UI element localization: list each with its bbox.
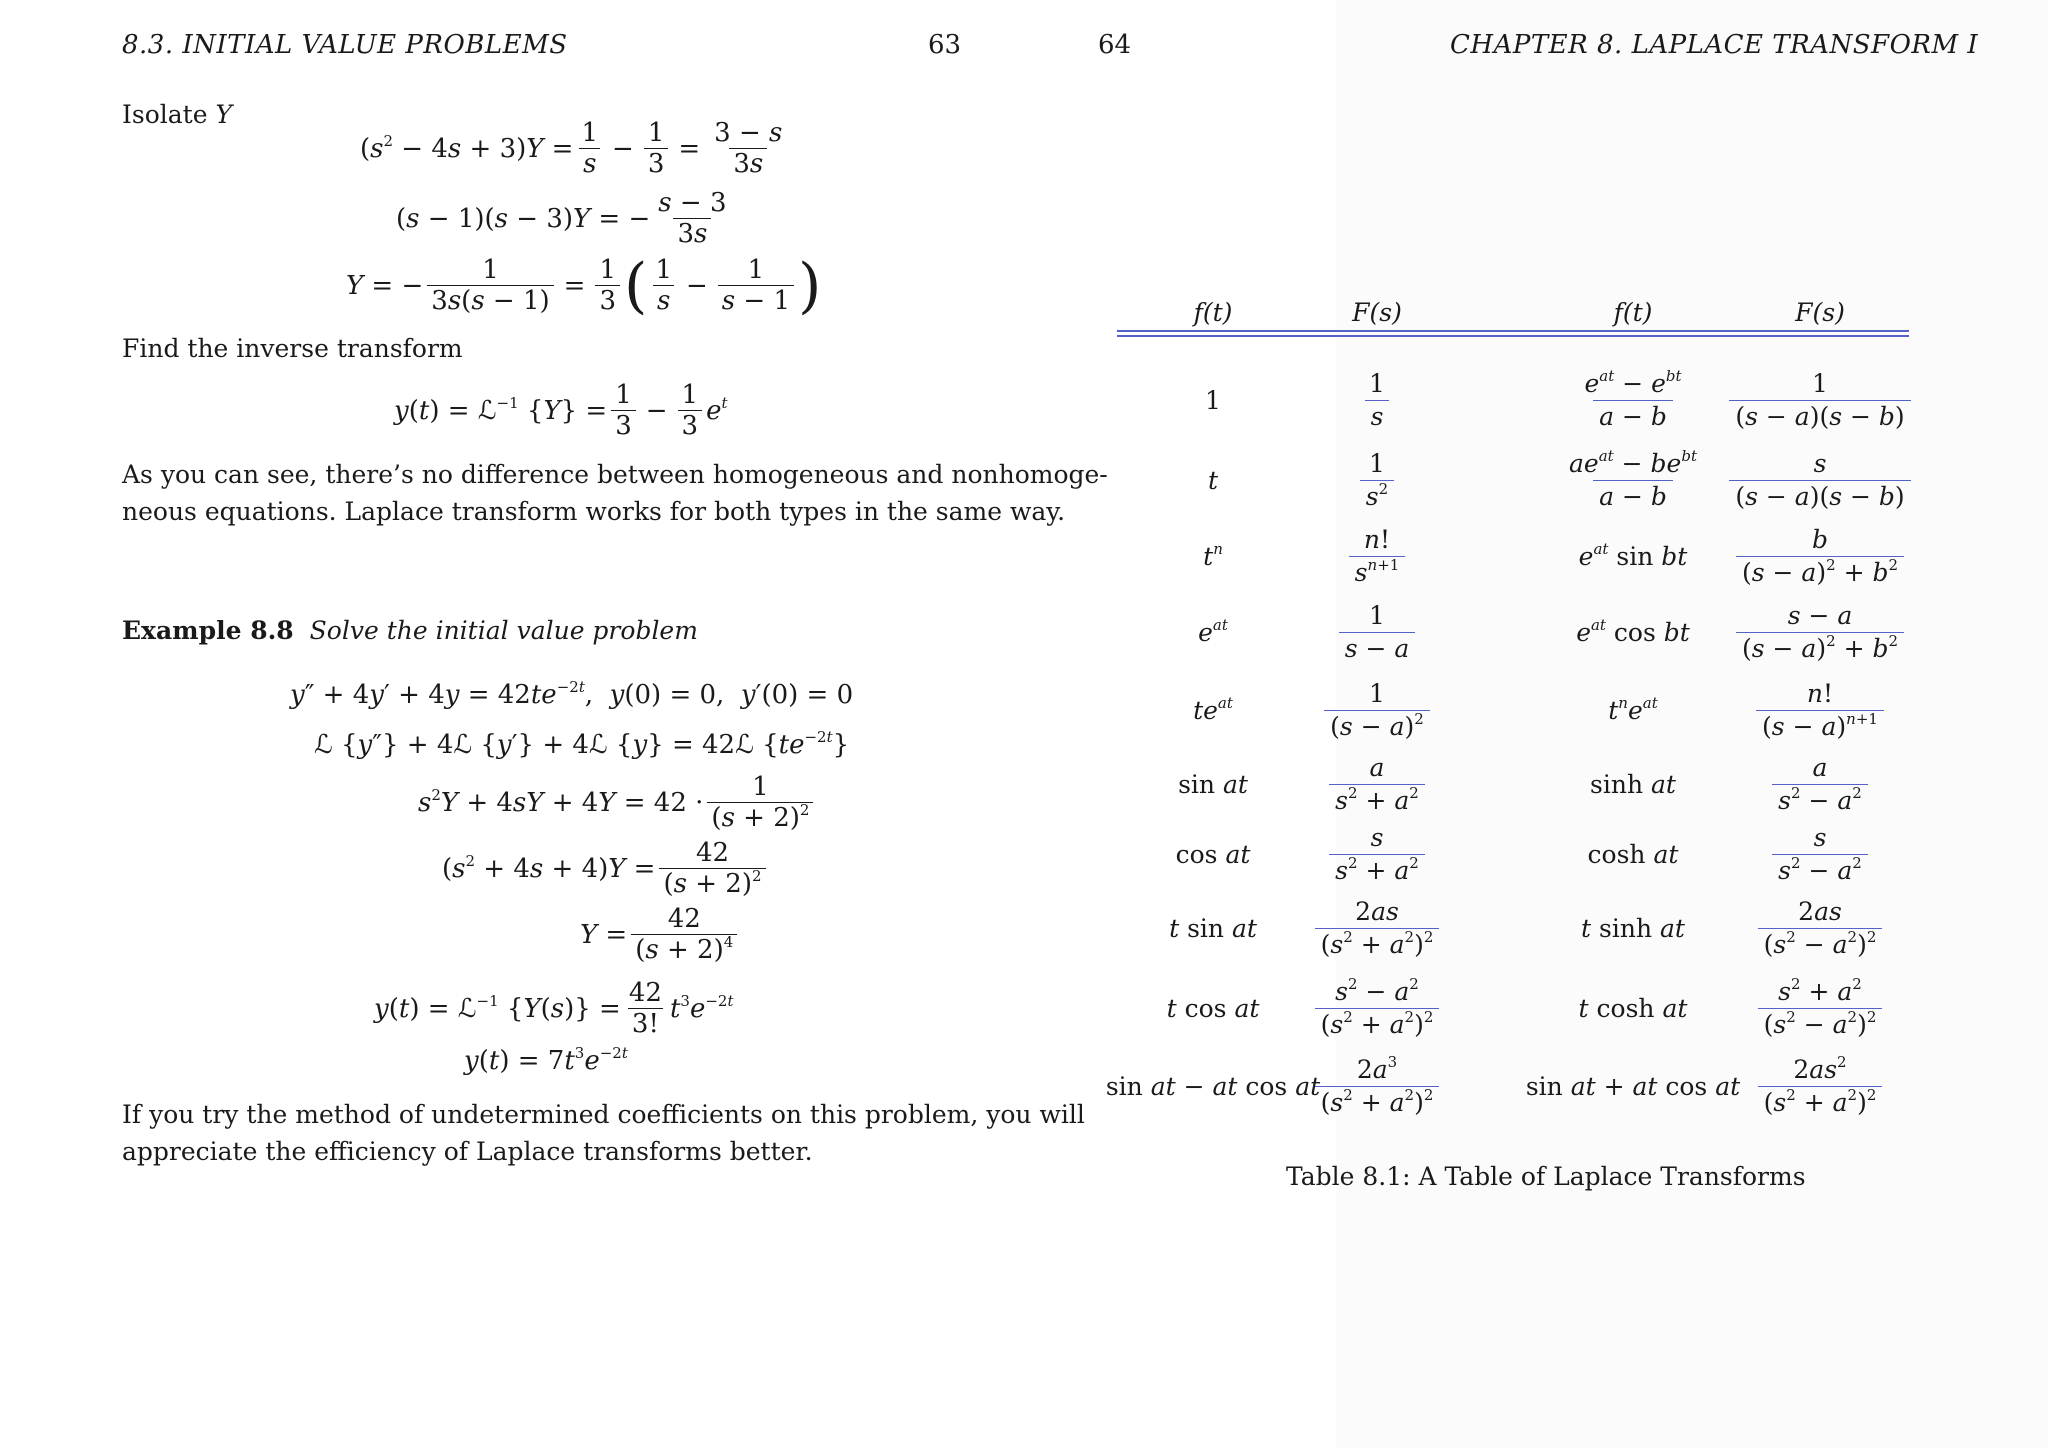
table-cell: $te^{at}$ bbox=[1193, 694, 1233, 725]
table-cell: t cos at bbox=[1166, 994, 1260, 1023]
equation-factor: $(s^2 + 4s + 4)Y$ = $\frac{42}{(s + 2)^2}$ bbox=[442, 838, 770, 899]
isolate-label: Isolate bbox=[122, 100, 208, 129]
table-cell: $\frac{2a^3}{(s^2 + a^2)^2}$ bbox=[1277, 1054, 1477, 1119]
table-header-F1: F(s) bbox=[1352, 298, 1402, 327]
table-cell: $\frac{1}{s}$ bbox=[1277, 368, 1477, 433]
table-cell: sin at bbox=[1178, 770, 1248, 799]
table-cell: $\frac{n!}{s^{n+1}}$ bbox=[1277, 524, 1477, 589]
table-cell: $ae^{at} - be^{bt}$ a − b bbox=[1569, 447, 1697, 511]
equation-s-domain: $s^2Y + 4sY + 4Y = 42$ · $\frac{1}{(s + 2)^2}$ bbox=[418, 772, 817, 833]
isolate-variable: Y bbox=[215, 100, 232, 129]
table-cell: $\frac{1}{s - a}$ bbox=[1277, 600, 1477, 665]
equation-isolate-3: Y = − $\frac{1}{3s(s - 1)}$ = $\frac{1}{3}$ ( $\frac{1}{s}$ − $\frac{1}{s - 1}$ ) bbox=[346, 250, 822, 321]
example-text: Solve the initial value problem bbox=[309, 616, 698, 645]
table-cell: $\frac{s}{s^2 - a^2}$ bbox=[1720, 822, 1920, 887]
table-cell: $\frac{n!}{(s - a)^{n+1}}$ bbox=[1720, 678, 1920, 743]
table-cell: $e^{at}$ sin bt bbox=[1578, 540, 1688, 571]
table-cell: $\frac{s}{(s - a)(s - b)}$ bbox=[1720, 448, 1920, 513]
paragraph-1-line-1: As you can see, there’s no difference between homogeneous and nonhomoge- bbox=[122, 460, 1108, 489]
left-running-header: 8.3. INITIAL VALUE PROBLEMS bbox=[122, 30, 568, 60]
table-cell: t sin at bbox=[1169, 914, 1257, 943]
equation-Y: Y = $\frac{42}{(s + 2)^4}$ bbox=[580, 904, 741, 965]
table-cell: sin at + at cos at bbox=[1525, 1072, 1741, 1101]
table-cell: t sinh at bbox=[1581, 914, 1685, 943]
equation-isolate-1: $(s^2 - 4s + 3)Y$ = $\frac{1}{s}$ − $\frac{1}{3}$ = $\frac{3 - s}{3s}$ bbox=[360, 118, 783, 179]
equation-ivp: $y'' + 4y' + 4y = 42te^{-2t}$, y(0) = 0, y′(0) = 0 bbox=[290, 678, 854, 710]
table-cell: $e^{at}$ bbox=[1198, 616, 1228, 647]
table-cell: $t^n$ bbox=[1203, 540, 1223, 571]
table-cell: $e^{at} - e^{bt}$ a − b bbox=[1584, 367, 1682, 431]
table-cell: $\frac{a}{s^2 - a^2}$ bbox=[1720, 752, 1920, 817]
table-cell: $\frac{2as}{(s^2 + a^2)^2}$ bbox=[1277, 896, 1477, 961]
table-cell: sinh at bbox=[1590, 770, 1676, 799]
table-cell: t bbox=[1207, 466, 1219, 495]
right-running-header: CHAPTER 8. LAPLACE TRANSFORM I bbox=[1450, 30, 1979, 60]
table-cell: $\frac{a}{s^2 + a^2}$ bbox=[1277, 752, 1477, 817]
table-header-f1: f(t) bbox=[1193, 298, 1233, 327]
table-header-F2: F(s) bbox=[1795, 298, 1845, 327]
table-cell: $\frac{1}{s^2}$ bbox=[1277, 448, 1477, 513]
paragraph-1-line-2: neous equations. Laplace transform works for both types in the same way. bbox=[122, 497, 1066, 526]
table-cell: cosh at bbox=[1587, 840, 1679, 869]
table-rule-bottom bbox=[1117, 335, 1909, 337]
example-label: Example 8.8 bbox=[122, 616, 294, 645]
equation-solution: $y(t) = 7t^3e^{-2t}$ bbox=[464, 1044, 628, 1076]
example-heading bbox=[122, 616, 698, 645]
table-cell: sin at − at cos at bbox=[1105, 1072, 1321, 1101]
paragraph-2-line-1: If you try the method of undetermined coefficients on this problem, you will bbox=[122, 1100, 1085, 1129]
table-cell: cos at bbox=[1175, 840, 1251, 869]
find-inverse-text: Find the inverse transform bbox=[122, 334, 463, 363]
table-cell: $t^ne^{at}$ bbox=[1608, 694, 1658, 725]
table-cell: 1 bbox=[1205, 386, 1221, 415]
table-cell: $\frac{1}{(s - a)^2}$ bbox=[1277, 678, 1477, 743]
table-rule-top bbox=[1117, 330, 1909, 332]
table-cell: $\frac{2as}{(s^2 - a^2)^2}$ bbox=[1720, 896, 1920, 961]
table-cell: $\frac{2as^2}{(s^2 + a^2)^2}$ bbox=[1720, 1054, 1920, 1119]
left-page-number: 63 bbox=[928, 30, 962, 60]
table-cell: $\frac{s^2 + a^2}{(s^2 - a^2)^2}$ bbox=[1720, 976, 1920, 1041]
equation-laplace-applied: ℒ {y″} + 4ℒ {y′} + 4ℒ {y} = 42ℒ $\{te^{-2t}\}$ bbox=[314, 728, 850, 760]
table-cell: $\frac{s}{s^2 + a^2}$ bbox=[1277, 822, 1477, 887]
equation-y-inverse: y(t) = ℒ$^{-1}$ {Y(s)} = $\frac{42}{3!}$ $t^3e^{-2t}$ bbox=[374, 978, 734, 1039]
table-cell: $\frac{b}{(s - a)^2 + b^2}$ bbox=[1720, 524, 1920, 589]
equation-inverse: y(t) = ℒ$^{-1}$ {Y} = $\frac{1}{3}$ − $\frac{1}{3}$ $e^t$ bbox=[394, 380, 728, 441]
equation-isolate-2: (s − 1)(s − 3)Y = − $\frac{s - 3}{3s}$ bbox=[396, 188, 727, 249]
table-cell: $e^{at}$ cos bt bbox=[1576, 616, 1690, 647]
table-cell: $\frac{s - a}{(s - a)^2 + b^2}$ bbox=[1720, 600, 1920, 665]
table-caption: Table 8.1: A Table of Laplace Transforms bbox=[1286, 1162, 1806, 1191]
right-page-number: 64 bbox=[1098, 30, 1132, 60]
table-cell: $\frac{1}{(s - a)(s - b)}$ bbox=[1720, 368, 1920, 433]
isolate-line bbox=[122, 100, 232, 129]
table-header-f2: f(t) bbox=[1613, 298, 1653, 327]
paragraph-2-line-2: appreciate the efficiency of Laplace transforms better. bbox=[122, 1137, 813, 1166]
table-cell: $\frac{s^2 - a^2}{(s^2 + a^2)^2}$ bbox=[1277, 976, 1477, 1041]
table-cell: t cosh at bbox=[1578, 994, 1688, 1023]
